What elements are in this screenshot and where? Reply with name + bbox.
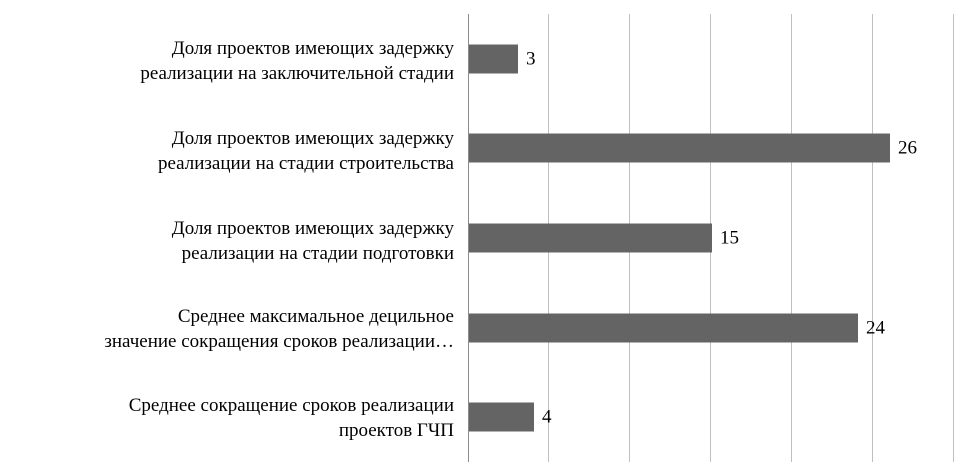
- category-label-line: реализации на стадии подготовки: [181, 243, 454, 265]
- category-label-line: Среднее сокращение сроков реализации: [128, 395, 454, 416]
- bar: [469, 134, 890, 163]
- bar: [469, 313, 858, 342]
- bar-row: [468, 14, 954, 104]
- bar: [469, 223, 712, 252]
- bar-row: [468, 104, 954, 194]
- bar-row: [468, 283, 954, 373]
- bar: [469, 403, 534, 432]
- bar-row: [468, 193, 954, 283]
- category-label-line: Доля проектов имеющих задержку: [171, 38, 454, 59]
- bar: [469, 44, 518, 73]
- category-label-line: значение сокращения сроков реализации…: [104, 331, 454, 353]
- category-label: [0, 216, 454, 266]
- category-label-line: Доля проектов имеющих задержку: [171, 128, 454, 149]
- category-label-line: реализации на стадии строительства: [157, 153, 454, 175]
- category-label: [0, 36, 454, 86]
- category-label: [0, 393, 454, 443]
- category-label: [0, 126, 454, 176]
- plot-area: [468, 14, 954, 462]
- bar-value-label: 15: [720, 227, 739, 249]
- category-axis-labels: [0, 14, 462, 462]
- bar-series: [468, 14, 954, 462]
- bar-value-label: 4: [542, 406, 552, 428]
- category-label: [0, 304, 454, 354]
- category-label-line: проектов ГЧП: [338, 420, 454, 442]
- category-label-line: Среднее максимальное децильное: [177, 306, 454, 327]
- bar-value-label: 3: [526, 48, 536, 70]
- category-label-line: реализации на заключительной стадии: [140, 63, 454, 85]
- category-label-line: Доля проектов имеющих задержку: [171, 218, 454, 239]
- bar-value-label: 24: [866, 317, 885, 339]
- bar-value-label: 26: [898, 137, 917, 159]
- bar-row: [468, 372, 954, 462]
